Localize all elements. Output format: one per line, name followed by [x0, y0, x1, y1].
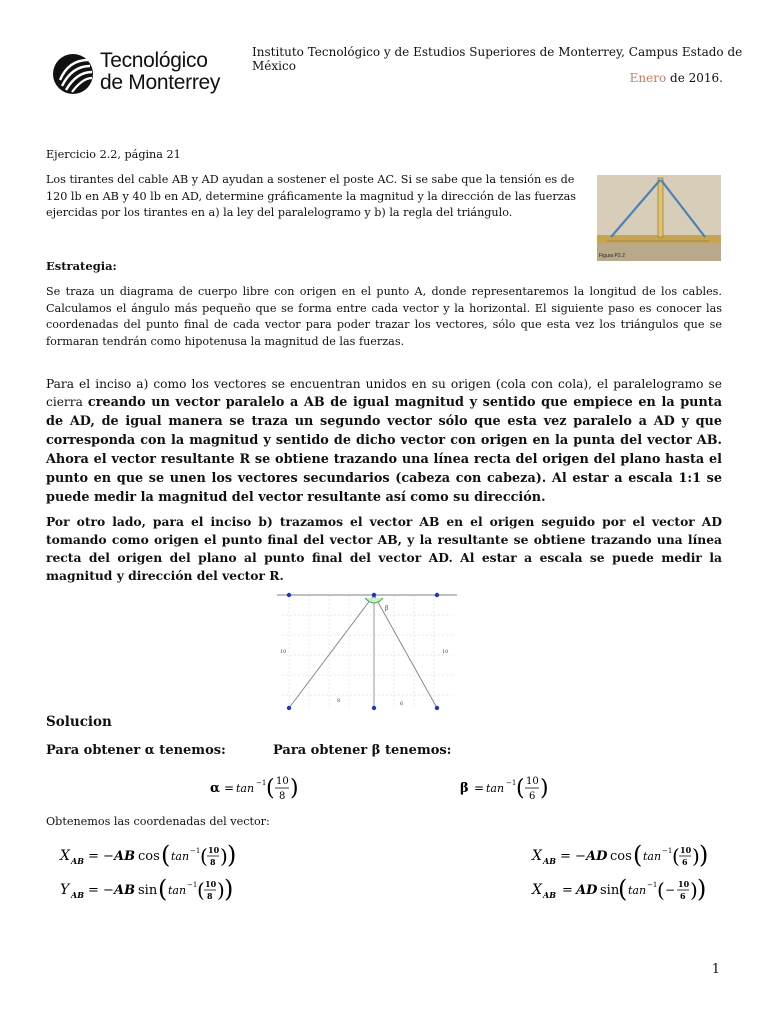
eq-yab-trig: sin: [138, 883, 158, 898]
equation-x-ad-sin: [530, 872, 730, 912]
eq-yab-var: Y: [60, 882, 70, 898]
svg-text:(: (: [633, 841, 643, 869]
strategy-text: Se traza un diagrama de cuerpo libre con origen en el punto A, donde representaremos la longitud de los cables. Calculamos el ángulo más pequeño que se forma entre cada vector y la horizontal. El siguiente paso es conocer las coordenadas del punto final de cada vector para poder trazar los vectores, sólo que esta vez los triángulos que se formaran tendrán como hipotenusa la magnitud de las fuerzas.: [46, 285, 722, 348]
svg-text:(: (: [200, 844, 208, 868]
beta-intro: Para obtener β tenemos:: [273, 743, 452, 758]
svg-text:): ): [224, 875, 234, 903]
eq-beta-num: 10: [526, 776, 539, 787]
svg-text:−1: −1: [187, 881, 198, 889]
label-beta: β: [385, 605, 389, 612]
equation-beta: [458, 770, 558, 812]
problem-figure-photo: [597, 175, 721, 261]
tec-logo: [52, 50, 237, 100]
logo-text: [100, 50, 220, 94]
eq-yab-den: 8: [207, 891, 213, 901]
equation-y-ab: [58, 872, 258, 912]
svg-text:(: (: [266, 776, 275, 801]
institute-name: Instituto Tecnológico y de Estudios Superiores de Monterrey, Campus Estado de México: [252, 45, 743, 73]
svg-text:): ): [699, 841, 709, 869]
eq-yab-sign: = −: [88, 883, 114, 898]
eq-yab-mag: AB: [114, 883, 136, 898]
svg-text:): ): [217, 878, 225, 902]
photo-caption: Figura P2.2: [599, 253, 625, 259]
eq-yab-num: 10: [205, 879, 217, 889]
svg-text:): ): [540, 776, 549, 801]
svg-text:(: (: [516, 776, 525, 801]
date-rest: de 2016.: [666, 71, 723, 85]
equation-alpha: [208, 770, 308, 812]
svg-text:−1: −1: [662, 847, 673, 855]
svg-text:(: (: [197, 878, 205, 902]
point-d: [435, 706, 439, 710]
eq-xab-num: 10: [208, 845, 220, 855]
label-left-10: 10: [280, 649, 287, 655]
point-top-left: [287, 593, 291, 597]
eq-yab-sub: AB: [71, 890, 84, 900]
diagram-grid: [282, 595, 455, 708]
eq-alpha-func: tan: [236, 782, 255, 795]
eq-xad2-sign: =: [562, 883, 573, 898]
svg-text:tan: tan: [168, 884, 187, 897]
svg-text:): ): [227, 841, 237, 869]
svg-text:−1: −1: [190, 847, 201, 855]
eq-xad1-sub: AB: [543, 856, 556, 866]
paragraph-a: [46, 375, 722, 507]
label-right-10: 10: [442, 649, 449, 655]
svg-text:−1: −1: [647, 881, 658, 889]
vector-ad-line: [374, 595, 437, 708]
eq-xad1-sign: = −: [560, 849, 586, 864]
eq-xad1-den: 6: [682, 857, 688, 867]
eq-xad1-var: X: [532, 848, 542, 864]
svg-text:(: (: [672, 844, 680, 868]
angle-arc: [365, 598, 383, 603]
eq-alpha-lhs: α: [210, 781, 221, 796]
document-date: [630, 71, 723, 85]
eq-alpha-num: 10: [276, 776, 289, 787]
date-month: Enero: [629, 71, 667, 85]
vector-ab-line: [289, 595, 374, 708]
tec-logo-icon: [52, 50, 96, 98]
svg-text:tan: tan: [628, 884, 647, 897]
svg-text:(: (: [657, 878, 665, 902]
logo-line2: de Monterrey: [100, 71, 221, 94]
label-8: 8: [337, 698, 341, 704]
eq-beta-lhs: β: [460, 781, 469, 796]
eq-alpha-den: 8: [279, 791, 286, 802]
label-6: 6: [400, 701, 404, 707]
eq-beta-den: 6: [529, 791, 536, 802]
svg-text:(: (: [158, 875, 168, 903]
eq-xab-mag: AB: [114, 849, 136, 864]
svg-text:tan: tan: [171, 850, 190, 863]
eq-xad2-den: 6: [680, 891, 686, 901]
svg-text:): ): [697, 875, 707, 903]
svg-text:): ): [220, 844, 228, 868]
eq-xad1-mag: AD: [586, 849, 608, 864]
paragraph-b: Por otro lado, para el inciso b) trazamos el vector AB en el origen seguido por el vector AD tomando como origen el punto final del vector AB, y la resultante se obtiene trazando una línea recta del origen del plano al punto final del vector AD. Al estar a escala se puede medir la magnitud y dirección del vector R.: [46, 514, 722, 583]
eq-xad2-trig: sin: [600, 883, 620, 898]
vector-diagram: [277, 590, 457, 715]
point-c: [372, 706, 376, 710]
eq-xab-var: X: [60, 848, 70, 864]
eq-xad2-num: 10: [678, 879, 690, 889]
point-a: [372, 593, 376, 597]
svg-text:=: =: [474, 781, 485, 795]
paragraph-a-part2: creando un vector paralelo a AB de igual magnitud y sentido que empiece en la punta de AD, de igual manera se traza un segundo vector sólo que esta vez paralelo a AD y que corresponda con la magnitud y sentido de dicho vector con origen en la punta del vector AB. Ahora el vector resultante R se obtiene trazando una línea recta del origen del plano hasta el punto en que se unen los vectores secundarios (cabeza con cabeza). Al estar a escala 1:1 se puede medir la magnitud del vector resultante así como su dirección.: [46, 395, 722, 505]
point-top-right: [435, 593, 439, 597]
strategy-title: Estrategia:: [46, 259, 117, 273]
eq-xab-sign: = −: [88, 849, 114, 864]
svg-text:): ): [692, 844, 700, 868]
eq-xad2-inner-sign: −: [665, 883, 676, 897]
svg-text:(: (: [618, 875, 628, 903]
coordinates-intro: Obtenemos las coordenadas del vector:: [46, 815, 270, 828]
eq-xad2-var: X: [532, 882, 542, 898]
svg-text:(: (: [161, 841, 171, 869]
eq-xab-den: 8: [210, 857, 216, 867]
eq-xad1-num: 10: [680, 845, 692, 855]
eq-xad1-trig: cos: [610, 849, 632, 864]
problem-statement: Los tirantes del cable AB y AD ayudan a sostener el poste AC. Si se sabe que la tensión es de 120 lb en AB y 40 lb en AD, determine gráficamente la magnitud y la dirección de las fuerzas ejercidas por los tirantes en a) la ley del paralelogramo y b) la regla del triángulo.: [46, 173, 576, 219]
page-number: 1: [711, 962, 720, 977]
eq-beta-func: tan: [486, 782, 505, 795]
solution-title: Solucion: [46, 714, 112, 730]
svg-text:): ): [290, 776, 299, 801]
point-b: [287, 706, 291, 710]
svg-text:−1: −1: [256, 779, 267, 787]
logo-line1: Tecnológico: [100, 49, 208, 72]
svg-text:tan: tan: [643, 850, 662, 863]
eq-xad2-sub: AB: [543, 890, 556, 900]
svg-text:=: =: [224, 781, 235, 795]
paragraph-a-part1: Para el inciso a) como los vectores se encuentran unidos en su origen (cola con cola), el paralelogramo se cierra: [46, 377, 722, 409]
eq-xab-trig: cos: [138, 849, 160, 864]
exercise-title: Ejercicio 2.2, página 21: [46, 148, 181, 161]
alpha-intro: Para obtener α tenemos:: [46, 743, 226, 758]
eq-xab-sub: AB: [71, 856, 84, 866]
svg-text:): ): [690, 878, 698, 902]
svg-text:−1: −1: [506, 779, 517, 787]
eq-xad2-mag: AD: [576, 883, 598, 898]
